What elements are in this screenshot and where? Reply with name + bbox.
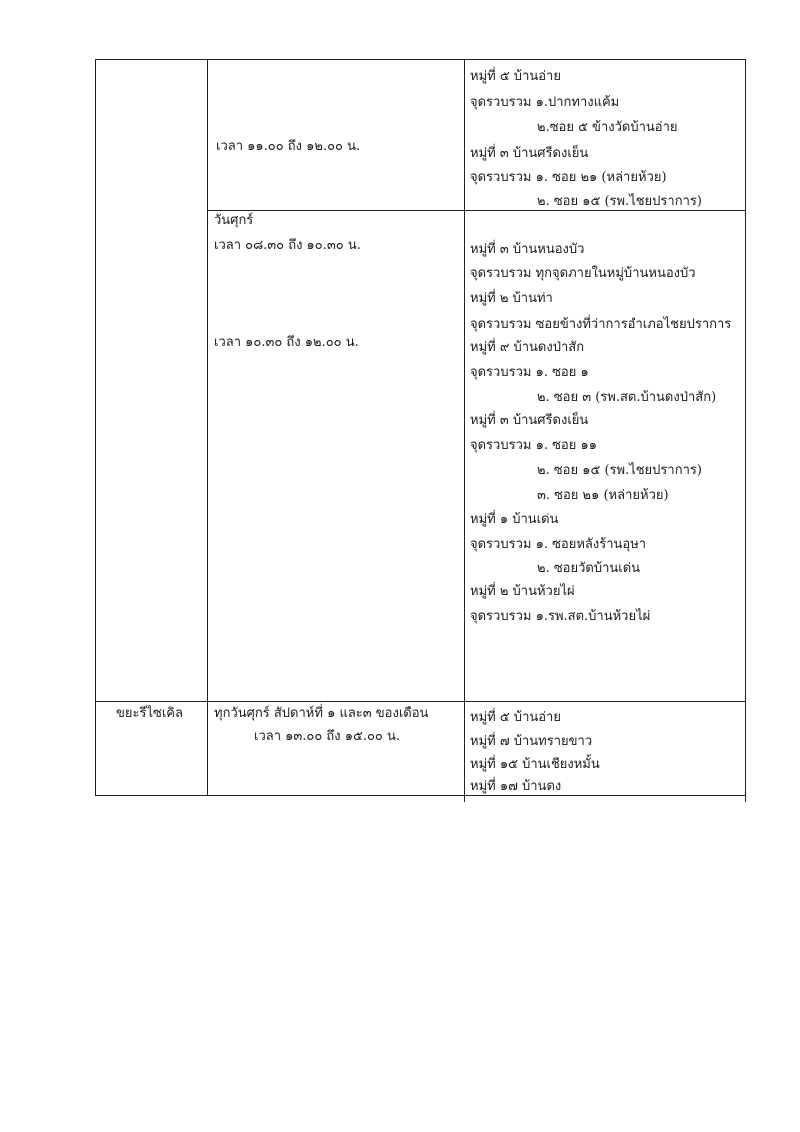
table-border-right	[745, 59, 746, 802]
row1-location-line: ๒.ซอย ๕ ข้างวัดบ้านอ่าย	[537, 120, 678, 135]
row2-location-line: จุดรวบรวม ๑.รพ.สต.บ้านห้วยไผ่	[470, 609, 651, 624]
row2-location-line: หมู่ที่ ๙ บ้านดงป่าสัก	[470, 340, 585, 355]
row2-location-line: จุดรวบรวม ๑. ซอย ๑	[470, 365, 589, 380]
row2-location-line: จุดรวบรวม ๑. ซอย ๑๑	[470, 438, 597, 453]
row3-location-line: หมู่ที่ ๗ บ้านทรายขาว	[470, 734, 593, 749]
row3-location-line: หมู่ที่ ๑๗ บ้านดง	[470, 779, 562, 794]
row1-time-cell: เวลา ๑๑.๐๐ ถึง ๑๒.๐๐ น.	[216, 139, 361, 154]
row3-location-line: หมู่ที่ ๕ บ้านอ่าย	[470, 710, 561, 725]
row2-location-line: ๓. ซอย ๒๑ (หล่ายห้วย)	[537, 488, 669, 503]
row-divider-1	[207, 210, 746, 211]
row2-location-line: หมู่ที่ ๓ บ้านศรีดงเย็น	[470, 413, 589, 428]
row2-day-label: วันศุกร์	[214, 213, 254, 228]
row2-time-cell: เวลา ๐๘.๓๐ ถึง ๑๐.๓๐ น.	[214, 238, 361, 253]
row2-location-line: ๒. ซอย ๓ (รพ.สต.บ้านดงป่าสัก)	[537, 390, 717, 405]
row3-category-cell: ขยะรีไซเคิล	[116, 706, 183, 721]
row2-location-line: จุดรวบรวม ๑. ซอยหลังร้านอุษา	[470, 537, 647, 552]
column-divider-2	[464, 59, 465, 802]
row1-location-line: จุดรวบรวม ๑.ปากทางแค้ม	[470, 95, 620, 110]
row2-location-line: ๒. ซอย ๑๕ (รพ.ไชยปราการ)	[537, 463, 702, 478]
table-border-top	[95, 59, 746, 60]
row3-schedule-line: ทุกวันศุกร์ สัปดาห์ที่ ๑ และ๓ ของเดือน	[214, 706, 429, 721]
row2-time-cell: เวลา ๑๐.๓๐ ถึง ๑๒.๐๐ น.	[214, 335, 359, 350]
row1-location-line: ๒. ซอย ๑๕ (รพ.ไชยปราการ)	[537, 194, 702, 209]
row1-location-line: หมู่ที่ ๓ บ้านศรีดงเย็น	[470, 146, 589, 161]
row2-location-line: หมู่ที่ ๓ บ้านหนองบัว	[470, 242, 585, 257]
row2-location-line: ๒. ซอยวัดบ้านเด่น	[537, 561, 641, 576]
table-border-left	[95, 59, 96, 796]
row2-location-line: จุดรวบรวม ซอยข้างที่ว่าการอำเภอไชยปราการ	[470, 317, 732, 332]
row2-location-line: หมู่ที่ ๑ บ้านเด่น	[470, 512, 559, 527]
column-divider-1	[207, 59, 208, 796]
row1-location-line: หมู่ที่ ๕ บ้านอ่าย	[470, 69, 561, 84]
row1-location-line: จุดรวบรวม ๑. ซอย ๒๑ (หล่ายห้วย)	[470, 170, 667, 185]
table-border-bottom	[95, 795, 746, 796]
row2-location-line: จุดรวบรวม ทุกจุดภายในหมู่บ้านหนองบัว	[470, 266, 696, 281]
row2-location-line: หมู่ที่ ๒ บ้านห้วยไผ่	[470, 584, 575, 599]
row3-location-line: หมู่ที่ ๑๕ บ้านเชียงหมั้น	[470, 757, 600, 772]
row2-location-line: หมู่ที่ ๒ บ้านท่า	[470, 291, 553, 306]
row-divider-2	[95, 701, 746, 702]
row3-schedule-line: เวลา ๑๓.๐๐ ถึง ๑๕.๐๐ น.	[254, 729, 401, 744]
